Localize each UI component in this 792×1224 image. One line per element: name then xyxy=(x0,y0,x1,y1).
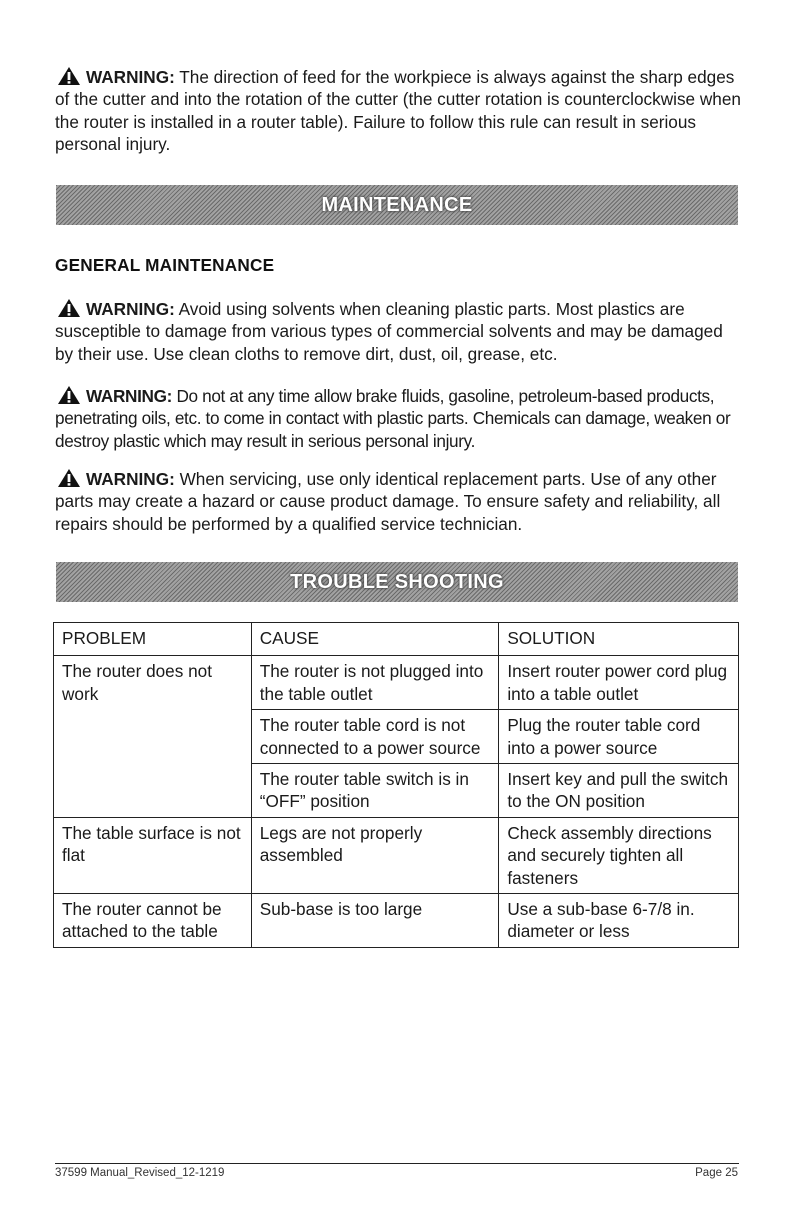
cause-cell: Sub-base is too large xyxy=(251,894,499,948)
warning-label: WARNING: xyxy=(86,469,175,489)
footer-page-number: Page 25 xyxy=(695,1167,738,1179)
maintenance-banner xyxy=(56,185,738,225)
cause-cell: The router table switch is in “OFF” position xyxy=(251,764,499,818)
cause-cell: The router table cord is not connected to a power source xyxy=(251,710,499,764)
column-header-solution: SOLUTION xyxy=(499,623,739,656)
troubleshooting-banner xyxy=(56,562,738,602)
problem-cell: The table surface is not flat xyxy=(54,817,252,893)
cause-cell: The router is not plugged into the table outlet xyxy=(251,656,499,710)
footer-divider xyxy=(55,1163,739,1164)
solution-cell: Insert key and pull the switch to the ON position xyxy=(499,764,739,818)
table-row xyxy=(54,656,739,710)
warning-label: WARNING: xyxy=(86,299,175,319)
general-maintenance-heading: GENERAL MAINTENANCE xyxy=(55,255,275,275)
warning-text: The direction of feed for the workpiece is always against the sharp edges of the cutter and into the rotation of the cutter (the cutter rotation is counterclockwise when the router is installed in a router table). Failure to follow this rule can result in serious personal injury. xyxy=(55,67,741,155)
table-row xyxy=(54,894,739,948)
solution-cell: Check assembly directions and securely tighten all fasteners xyxy=(499,817,739,893)
problem-cell: The router does not work xyxy=(54,656,252,817)
warning-triangle-icon xyxy=(55,385,85,405)
warning-triangle-icon xyxy=(55,468,85,488)
warning-solvents xyxy=(55,298,745,365)
problem-cell: The router cannot be attached to the table xyxy=(54,894,252,948)
warning-replacement-parts xyxy=(55,468,745,535)
warning-triangle-icon xyxy=(55,298,85,318)
warning-text: When servicing, use only identical replacement parts. Use of any other parts may create a hazard or cause product damage. To ensure safety and reliability, all repairs should be performed by a qualified service technician. xyxy=(55,469,721,534)
table-header-row xyxy=(54,623,739,656)
warning-text: Do not at any time allow brake fluids, gasoline, petroleum-based products, penetrating oils, etc. to come in contact with plastic parts. Chemicals can damage, weaken or destroy plastic which may result in serious personal injury. xyxy=(55,386,731,451)
warning-label: WARNING: xyxy=(86,67,175,87)
warning-fluids xyxy=(55,385,745,452)
table-row xyxy=(54,817,739,893)
cause-cell: Legs are not properly assembled xyxy=(251,817,499,893)
warning-text: Avoid using solvents when cleaning plastic parts. Most plastics are susceptible to damage from various types of commercial solvents and may be damaged by their use. Use clean cloths to remove dirt, dust, oil, grease, etc. xyxy=(55,299,723,364)
footer-document-id: 37599 Manual_Revised_12-1219 xyxy=(55,1167,225,1179)
solution-cell: Plug the router table cord into a power source xyxy=(499,710,739,764)
column-header-problem: PROBLEM xyxy=(54,623,252,656)
maintenance-banner-title: MAINTENANCE xyxy=(321,193,473,216)
troubleshooting-banner-title: TROUBLE SHOOTING xyxy=(290,570,504,593)
warning-triangle-icon xyxy=(55,66,85,86)
warning-label: WARNING: xyxy=(86,386,172,406)
troubleshooting-table xyxy=(53,622,739,948)
column-header-cause: CAUSE xyxy=(251,623,499,656)
solution-cell: Use a sub-base 6-7/8 in. diameter or less xyxy=(499,894,739,948)
solution-cell: Insert router power cord plug into a table outlet xyxy=(499,656,739,710)
warning-feed-direction xyxy=(55,66,745,156)
